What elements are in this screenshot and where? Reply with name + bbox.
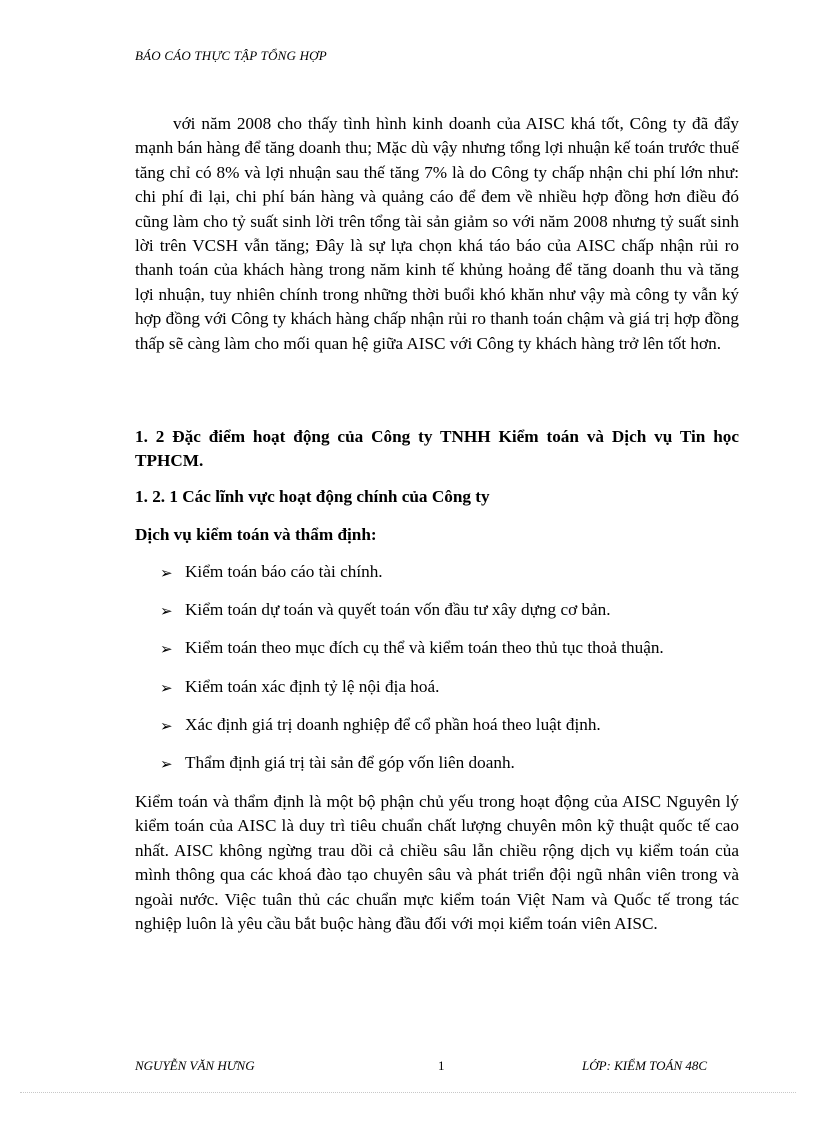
arrow-bullet-icon: ➢ <box>160 754 173 773</box>
footer-class: LỚP: KIỂM TOÁN 48C <box>582 1058 708 1073</box>
list-item-text: Kiểm toán báo cáo tài chính. <box>185 562 383 581</box>
page-header-title: BÁO CÁO THỰC TẬP TỔNG HỢP <box>135 48 327 63</box>
list-item-text: Xác định giá trị doanh nghiệp để cổ phần hoá theo luật định. <box>185 714 601 734</box>
arrow-bullet-icon: ➢ <box>160 602 173 621</box>
list-item <box>160 753 664 791</box>
list-item-text: Kiểm toán xác định tỷ lệ nội địa hoá. <box>185 676 440 696</box>
list-item <box>160 562 664 600</box>
list-item-text: Thẩm định giá trị tài sản để góp vốn liên doanh. <box>185 752 515 772</box>
paragraph-audit-principles: Kiểm toán và thẩm định là một bộ phận chủ yếu trong hoạt động của AISC Nguyên lý kiểm toán của AISC là duy trì tiêu chuẩn chất lượng chuyên môn kỹ thuật quốc tế cao nhất. AISC không ngừng trau dồi cả chiều sâu lẫn chiều rộng dịch vụ kiểm toán của mình thông qua các khoá đào tạo chuyên sâu và phát triển đội ngũ nhân viên trong và ngoài nước. Việc tuân thủ các chuẩn mực kiểm toán Việt Nam và Quốc tế trong tác nghiệp luôn là yêu cầu bắt buộc hàng đầu đối với mọi kiểm toán viên AISC. <box>135 792 739 934</box>
services-list <box>160 562 664 791</box>
page-break-divider <box>20 1092 796 1093</box>
footer-page-number: 1 <box>438 1058 445 1073</box>
list-item <box>160 677 664 715</box>
list-item-text: Kiểm toán theo mục đích cụ thể và kiểm toán theo thủ tục thoả thuận. <box>185 638 664 658</box>
footer-author: NGUYỄN VĂN HƯNG <box>135 1058 255 1073</box>
arrow-bullet-icon: ➢ <box>160 716 173 735</box>
arrow-bullet-icon: ➢ <box>160 564 173 582</box>
subsection-heading: 1. 2. 1 Các lĩnh vực hoạt động chính của Công ty <box>135 487 490 506</box>
section-heading: 1. 2 Đặc điểm hoạt động của Công ty TNHH Kiểm toán và Dịch vụ Tin học TPHCM. <box>135 427 739 471</box>
list-item-text: Kiểm toán dự toán và quyết toán vốn đầu tư xây dựng cơ bản. <box>185 600 611 620</box>
paragraph-business-results: với năm 2008 cho thấy tình hình kinh doanh của AISC khá tốt, Công ty đã đẩy mạnh bán hàng để tăng doanh thu; Mặc dù vậy nhưng tổng lợi nhuận kế toán trước thuế tăng chỉ có 8% và lợi nhuận sau thế tăng 7% là do Công ty chấp nhận chi phí lớn như: chi phí đi lại, chi phí bán hàng và quảng cáo để đem về nhiều hợp đồng hơn điều đó cũng làm cho tỷ suất sinh lời trên tổng tài sản giảm so với năm 2008 nhưng tỷ suất sinh lời trên VCSH vẫn tăng; Đây là sự lựa chọn khá táo báo của AISC chấp nhận rủi ro thanh toán của khách hàng trong năm kinh tế khủng hoảng để tăng doanh thu và tăng lợi nhuận, tuy nhiên chính trong những thời buổi khó khăn như vậy mà công ty vẫn ký hợp đồng với Công ty khách hàng chấp nhận rủi ro thanh toán chậm và giá trị hợp đồng thấp sẽ càng làm cho mối quan hệ giữa AISC với Công ty khách hàng trở lên tốt hơn. <box>135 114 739 353</box>
list-item <box>160 600 664 638</box>
arrow-bullet-icon: ➢ <box>160 640 173 659</box>
list-item <box>160 638 664 676</box>
arrow-bullet-icon: ➢ <box>160 678 173 697</box>
services-heading: Dịch vụ kiểm toán và thẩm định: <box>135 525 377 544</box>
list-item <box>160 715 664 753</box>
